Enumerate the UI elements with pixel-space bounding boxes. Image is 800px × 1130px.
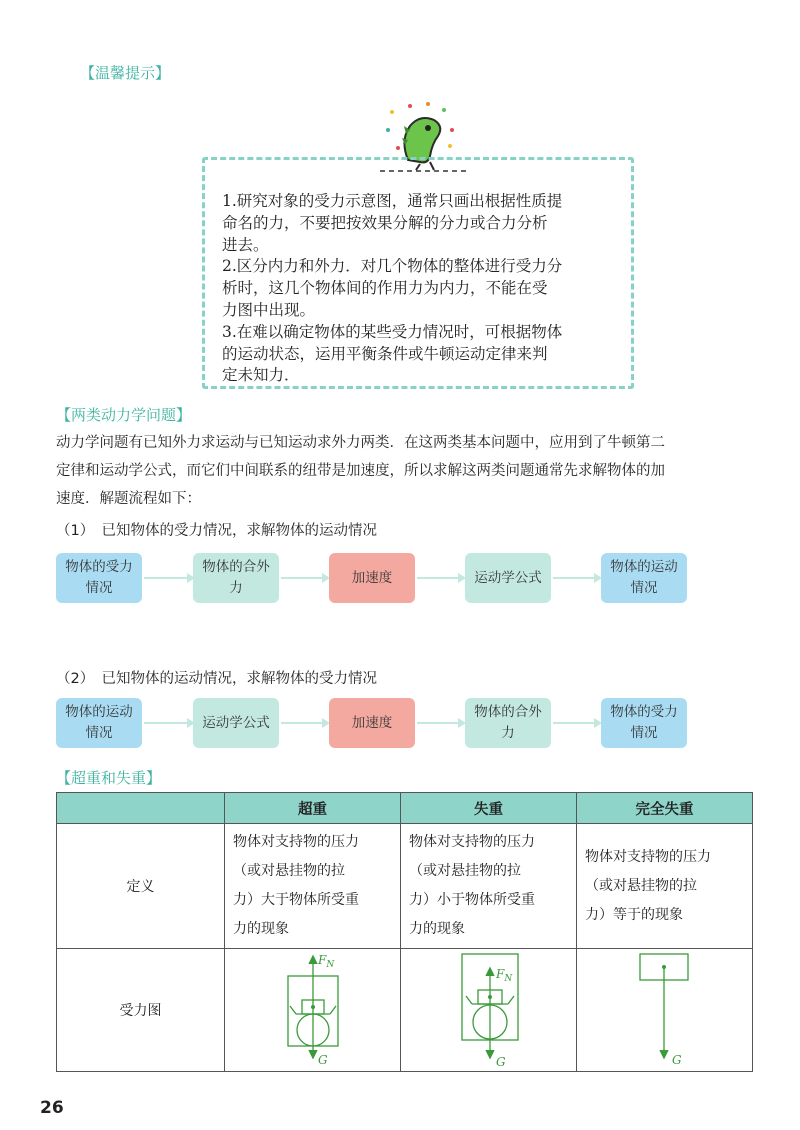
- flow-box: 物体的受力情况: [601, 698, 687, 748]
- flow-arrow: [281, 577, 323, 579]
- text-line: （或对悬挂物的拉: [409, 863, 521, 879]
- dynamics-paragraph-line: 动力学问题有已知外力求运动与已知运动求外力两类．在这两类基本问题中，应用到了牛顿第二: [56, 435, 665, 451]
- text-line: 力的现象: [233, 921, 289, 937]
- force-diagram-svg: [402, 950, 575, 1070]
- force-fn-subscript: N: [504, 974, 513, 984]
- tips-line: 进去。: [222, 236, 269, 254]
- flow-box: 物体的运动情况: [56, 698, 142, 748]
- flow-box: 物体的受力情况: [56, 553, 142, 603]
- table-header: 完全失重: [577, 793, 753, 824]
- force-fn-label: F: [318, 953, 327, 967]
- flow-arrow: [553, 577, 595, 579]
- flow-box: 运动学公式: [193, 698, 279, 748]
- force-diagram-weightloss: [401, 949, 577, 1072]
- text-line: 物体对支持物的压力: [585, 848, 711, 865]
- flow-box: 物体的合外力: [465, 698, 551, 748]
- force-fn-label: F: [496, 967, 505, 981]
- text-line: 物体对支持物的压力: [409, 834, 535, 850]
- dynamics-title: 【两类动力学问题】: [56, 406, 192, 424]
- gravity-label: G: [496, 1055, 506, 1069]
- table-header: 超重: [225, 793, 401, 824]
- definition-overweight: [225, 824, 401, 949]
- tips-line: 2.区分内力和外力．对几个物体的整体进行受力分: [222, 257, 563, 275]
- tips-line: 的运动状态，运用平衡条件或牛顿运动定律来判: [222, 345, 548, 363]
- text-line: （或对悬挂物的拉: [233, 863, 345, 879]
- tips-line: 3.在难以确定物体的某些受力情况时，可根据物体: [222, 323, 563, 341]
- table-header: 失重: [401, 793, 577, 824]
- flow-arrow: [144, 722, 188, 724]
- tips-title: 【温馨提示】: [80, 64, 171, 82]
- tips-line: 命名的力，不要把按效果分解的分力或合力分析: [222, 214, 548, 232]
- force-diagram-svg: [226, 950, 399, 1070]
- case2-label: （2） 已知物体的运动情况，求解物体的受力情况: [56, 671, 377, 687]
- gravity-label: G: [318, 1053, 328, 1067]
- row-label-force-diagram: 受力图: [57, 949, 225, 1072]
- text-line: 力）等于的现象: [585, 906, 683, 923]
- flow-box: 物体的运动情况: [601, 553, 687, 603]
- tips-line: 析时，这几个物体间的作用力为内力，不能在受: [222, 279, 548, 297]
- tips-line: 1.研究对象的受力示意图，通常只画出根据性质提: [222, 192, 563, 210]
- dynamics-paragraph-line: 定律和运动学公式，而它们中间联系的纽带是加速度，所以求解这两类问题通常先求解物体的加: [56, 463, 665, 479]
- flow-arrow: [553, 722, 595, 724]
- table-header: [57, 793, 225, 824]
- flow-box: 加速度: [329, 698, 415, 748]
- gravity-label: G: [672, 1053, 682, 1067]
- dynamics-paragraph-line: 速度．解题流程如下：: [56, 491, 201, 507]
- text-line: 力）小于物体所受重: [409, 892, 535, 908]
- case1-label: （1） 已知物体的受力情况，求解物体的运动情况: [56, 523, 377, 539]
- row-label-definition: 定义: [57, 824, 225, 949]
- tips-line: 定未知力．: [222, 366, 300, 384]
- force-diagram-svg: [578, 950, 751, 1070]
- flow-box: 运动学公式: [465, 553, 551, 603]
- tips-line: 力图中出现。: [222, 301, 316, 319]
- text-line: 物体对支持物的压力: [233, 834, 359, 850]
- definition-weightloss: [401, 824, 577, 949]
- flow-arrow: [417, 722, 459, 724]
- page-number: 26: [40, 1098, 64, 1118]
- text-line: 力的现象: [409, 921, 465, 937]
- force-diagram-complete: [577, 949, 753, 1072]
- flow-arrow: [417, 577, 459, 579]
- definition-complete-weightlessness: [577, 824, 753, 949]
- text-line: 力）大于物体所受重: [233, 892, 359, 908]
- svg-text:FN: [495, 967, 513, 984]
- force-diagram-overweight: [225, 949, 401, 1072]
- flow-box: 物体的合外力: [193, 553, 279, 603]
- force-fn-subscript: N: [326, 960, 335, 970]
- overweight-title: 【超重和失重】: [56, 769, 162, 787]
- flow-arrow: [144, 577, 188, 579]
- text-line: （或对悬挂物的拉: [585, 877, 697, 894]
- svg-text:FN: [317, 953, 335, 970]
- overweight-table: [56, 792, 753, 1072]
- flow-arrow: [281, 722, 323, 724]
- flow-box: 加速度: [329, 553, 415, 603]
